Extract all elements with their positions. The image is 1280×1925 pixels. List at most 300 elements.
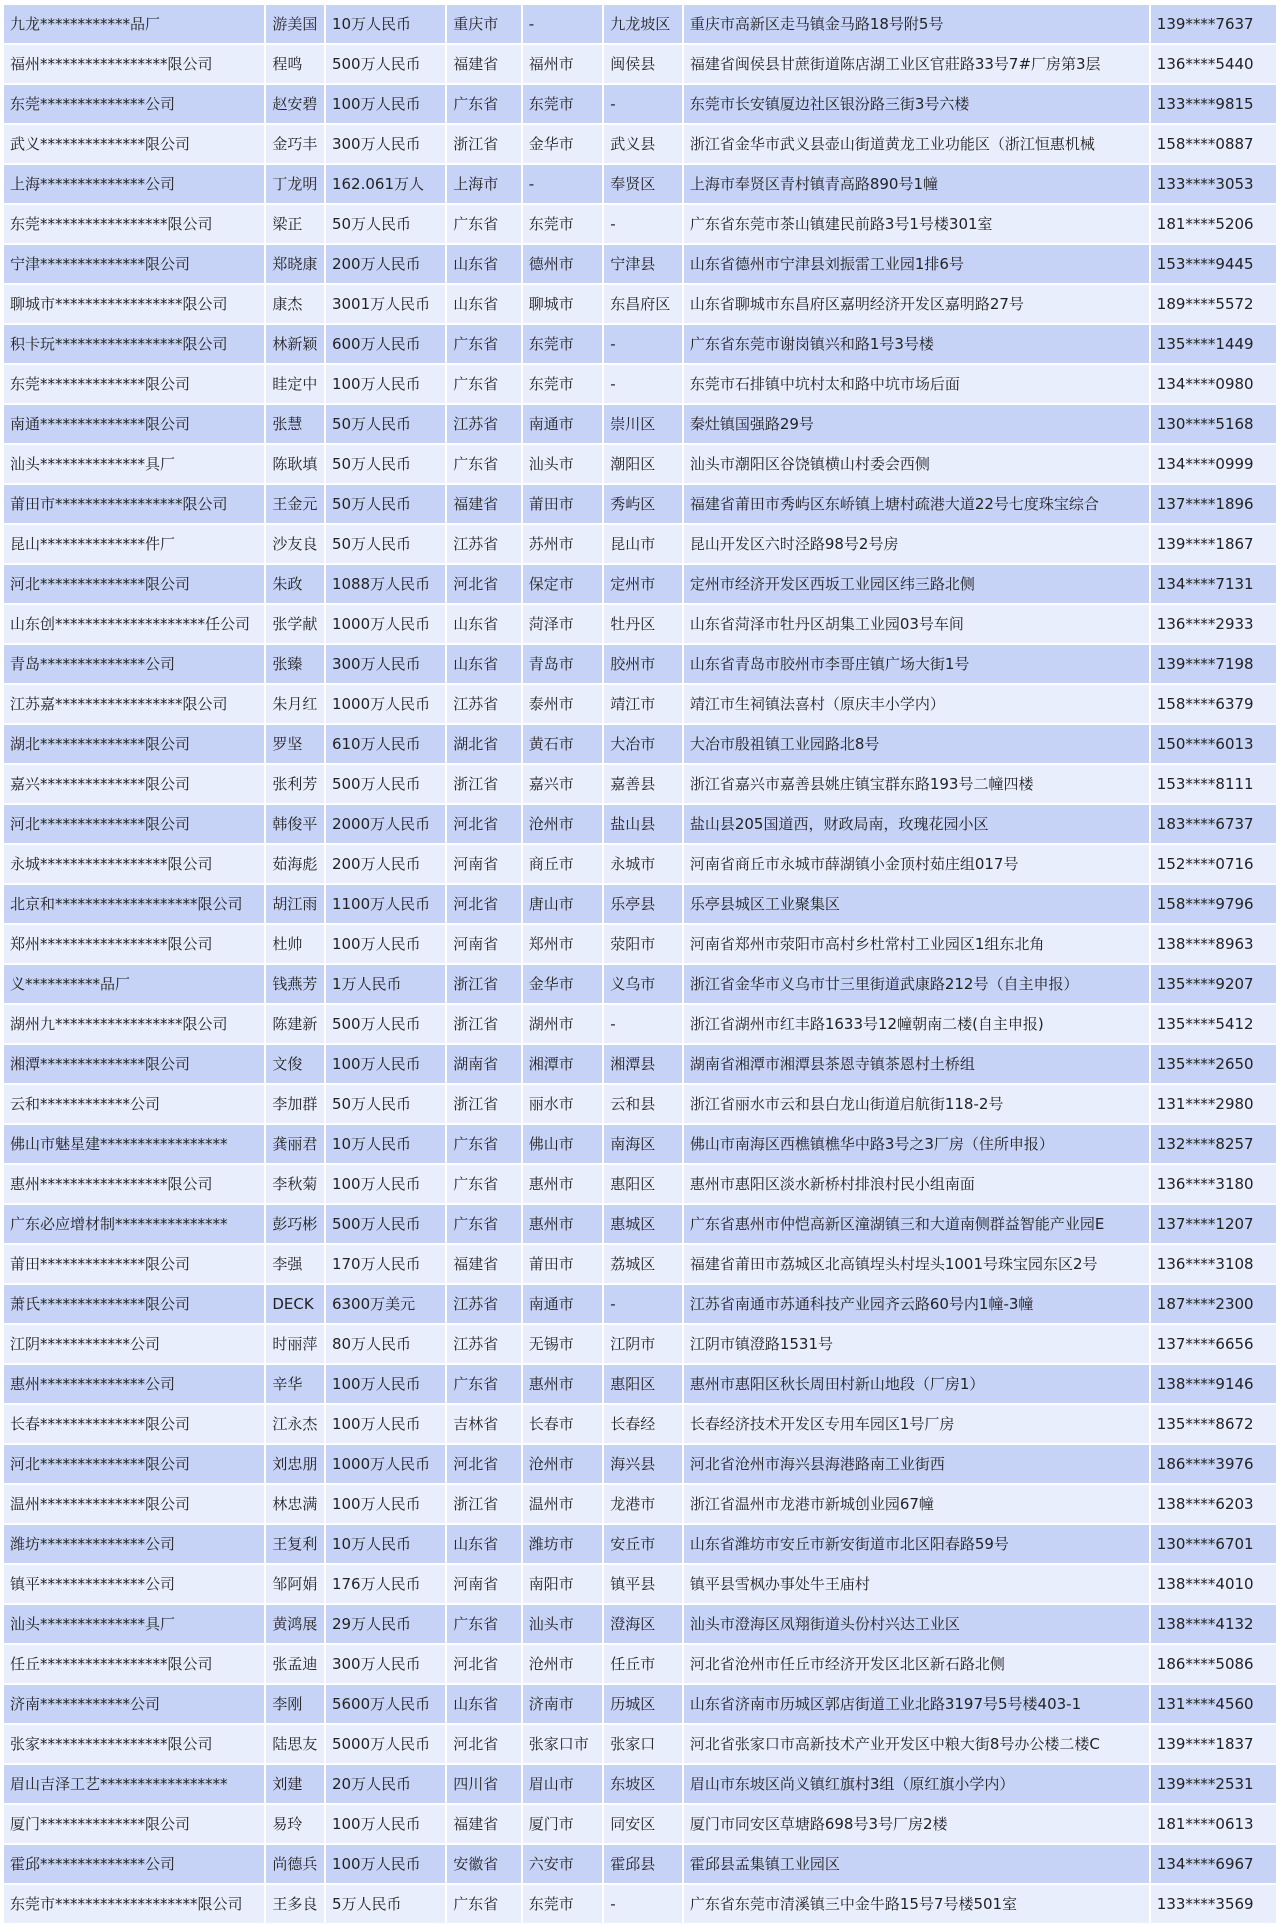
province-cell: 福建省 xyxy=(447,45,521,83)
province-cell: 广东省 xyxy=(447,205,521,243)
registered-capital-cell: 100万人民币 xyxy=(326,1485,445,1523)
registered-capital-cell: 1000万人民币 xyxy=(326,1445,445,1483)
district-cell: 奉贤区 xyxy=(604,165,682,203)
address-cell: 河北省沧州市海兴县海港路南工业街西 xyxy=(684,1445,1149,1483)
table-row xyxy=(4,645,1276,683)
district-cell: 惠城区 xyxy=(604,1205,682,1243)
city-cell: 济南市 xyxy=(523,1685,603,1723)
table-row xyxy=(4,605,1276,643)
address-cell: 浙江省温州市龙港市新城创业园67幢 xyxy=(684,1485,1149,1523)
company-name-cell: 潍坊**************公司 xyxy=(4,1525,264,1563)
registered-capital-cell: 100万人民币 xyxy=(326,1845,445,1883)
company-name-cell: 河北**************限公司 xyxy=(4,565,264,603)
phone-cell: 131****2980 xyxy=(1151,1085,1276,1123)
phone-cell: 138****6203 xyxy=(1151,1485,1276,1523)
company-name-cell: 任丘*****************限公司 xyxy=(4,1645,264,1683)
company-name-cell: 张家*****************限公司 xyxy=(4,1725,264,1763)
company-name-cell: 眉山吉泽工艺***************** xyxy=(4,1765,264,1803)
registered-capital-cell: 50万人民币 xyxy=(326,485,445,523)
legal-person-cell: DECK xyxy=(266,1285,324,1323)
phone-cell: 187****2300 xyxy=(1151,1285,1276,1323)
address-cell: 广东省东莞市茶山镇建民前路3号1号楼301室 xyxy=(684,205,1149,243)
phone-cell: 132****8257 xyxy=(1151,1125,1276,1163)
address-cell: 霍邱县孟集镇工业园区 xyxy=(684,1845,1149,1883)
phone-cell: 136****2933 xyxy=(1151,605,1276,643)
address-cell: 佛山市南海区西樵镇樵华中路3号之3厂房（住所申报） xyxy=(684,1125,1149,1163)
registered-capital-cell: 1100万人民币 xyxy=(326,885,445,923)
table-row xyxy=(4,85,1276,123)
company-name-cell: 嘉兴**************限公司 xyxy=(4,765,264,803)
district-cell: 义乌市 xyxy=(604,965,682,1003)
city-cell: 长春市 xyxy=(523,1405,603,1443)
legal-person-cell: 罗坚 xyxy=(266,725,324,763)
phone-cell: 181****0613 xyxy=(1151,1805,1276,1843)
province-cell: 山东省 xyxy=(447,1685,521,1723)
city-cell: 郑州市 xyxy=(523,925,603,963)
registered-capital-cell: 100万人民币 xyxy=(326,925,445,963)
province-cell: 湖北省 xyxy=(447,725,521,763)
legal-person-cell: 李秋菊 xyxy=(266,1165,324,1203)
registered-capital-cell: 610万人民币 xyxy=(326,725,445,763)
table-row xyxy=(4,1085,1276,1123)
district-cell: 张家口 xyxy=(604,1725,682,1763)
address-cell: 大冶市殷祖镇工业园路北8号 xyxy=(684,725,1149,763)
company-name-cell: 聊城市*****************限公司 xyxy=(4,285,264,323)
province-cell: 山东省 xyxy=(447,605,521,643)
address-cell: 江苏省南通市苏通科技产业园齐云路60号内1幢-3幢 xyxy=(684,1285,1149,1323)
city-cell: 厦门市 xyxy=(523,1805,603,1843)
table-row xyxy=(4,1685,1276,1723)
city-cell: 惠州市 xyxy=(523,1205,603,1243)
city-cell: 商丘市 xyxy=(523,845,603,883)
address-cell: 广东省东莞市清溪镇三中金牛路15号7号楼501室 xyxy=(684,1885,1149,1923)
city-cell: 东莞市 xyxy=(523,365,603,403)
table-row xyxy=(4,1165,1276,1203)
table-row xyxy=(4,1725,1276,1763)
province-cell: 广东省 xyxy=(447,1125,521,1163)
legal-person-cell: 王多良 xyxy=(266,1885,324,1923)
city-cell: 沧州市 xyxy=(523,1445,603,1483)
company-name-cell: 九龙************品厂 xyxy=(4,5,264,43)
province-cell: 浙江省 xyxy=(447,965,521,1003)
province-cell: 广东省 xyxy=(447,445,521,483)
province-cell: 福建省 xyxy=(447,485,521,523)
legal-person-cell: 杜帅 xyxy=(266,925,324,963)
district-cell: 嘉善县 xyxy=(604,765,682,803)
city-cell: 张家口市 xyxy=(523,1725,603,1763)
legal-person-cell: 彭巧彬 xyxy=(266,1205,324,1243)
legal-person-cell: 张利芳 xyxy=(266,765,324,803)
district-cell: 任丘市 xyxy=(604,1645,682,1683)
registered-capital-cell: 1000万人民币 xyxy=(326,685,445,723)
legal-person-cell: 刘建 xyxy=(266,1765,324,1803)
registered-capital-cell: 10万人民币 xyxy=(326,1525,445,1563)
district-cell: 龙港市 xyxy=(604,1485,682,1523)
phone-cell: 137****1207 xyxy=(1151,1205,1276,1243)
address-cell: 广东省惠州市仲恺高新区潼湖镇三和大道南侧群益智能产业园E xyxy=(684,1205,1149,1243)
company-name-cell: 汕头**************具厂 xyxy=(4,1605,264,1643)
city-cell: 德州市 xyxy=(523,245,603,283)
legal-person-cell: 易玲 xyxy=(266,1805,324,1843)
table-row xyxy=(4,1045,1276,1083)
registered-capital-cell: 50万人民币 xyxy=(326,1085,445,1123)
phone-cell: 158****6379 xyxy=(1151,685,1276,723)
company-name-cell: 厦门**************限公司 xyxy=(4,1805,264,1843)
registered-capital-cell: 1088万人民币 xyxy=(326,565,445,603)
district-cell: - xyxy=(604,85,682,123)
phone-cell: 130****5168 xyxy=(1151,405,1276,443)
company-name-cell: 长春**************限公司 xyxy=(4,1405,264,1443)
legal-person-cell: 赵安碧 xyxy=(266,85,324,123)
district-cell: - xyxy=(604,1885,682,1923)
registered-capital-cell: 200万人民币 xyxy=(326,245,445,283)
city-cell: 沧州市 xyxy=(523,805,603,843)
legal-person-cell: 邹阿娟 xyxy=(266,1565,324,1603)
city-cell: 嘉兴市 xyxy=(523,765,603,803)
phone-cell: 183****6737 xyxy=(1151,805,1276,843)
company-name-cell: 江阴************公司 xyxy=(4,1325,264,1363)
address-cell: 昆山开发区六时泾路98号2号房 xyxy=(684,525,1149,563)
legal-person-cell: 眭定中 xyxy=(266,365,324,403)
address-cell: 山东省德州市宁津县刘振雷工业园1排6号 xyxy=(684,245,1149,283)
company-name-cell: 湖州九*****************限公司 xyxy=(4,1005,264,1043)
address-cell: 山东省潍坊市安丘市新安街道市北区阳春路59号 xyxy=(684,1525,1149,1563)
city-cell: 青岛市 xyxy=(523,645,603,683)
province-cell: 河北省 xyxy=(447,805,521,843)
province-cell: 浙江省 xyxy=(447,765,521,803)
address-cell: 东莞市石排镇中坑村太和路中坑市场后面 xyxy=(684,365,1149,403)
registered-capital-cell: 2000万人民币 xyxy=(326,805,445,843)
province-cell: 浙江省 xyxy=(447,1085,521,1123)
district-cell: 历城区 xyxy=(604,1685,682,1723)
registered-capital-cell: 1000万人民币 xyxy=(326,605,445,643)
registered-capital-cell: 6300万美元 xyxy=(326,1285,445,1323)
address-cell: 浙江省金华市武义县壶山街道黄龙工业功能区（浙江恒惠机械 xyxy=(684,125,1149,163)
table-row xyxy=(4,1285,1276,1323)
registered-capital-cell: 162.061万人 xyxy=(326,165,445,203)
address-cell: 山东省济南市历城区郭店街道工业北路3197号5号楼403-1 xyxy=(684,1685,1149,1723)
registered-capital-cell: 176万人民币 xyxy=(326,1565,445,1603)
table-row xyxy=(4,1325,1276,1363)
company-name-cell: 宁津**************限公司 xyxy=(4,245,264,283)
address-cell: 定州市经济开发区西坂工业园区纬三路北侧 xyxy=(684,565,1149,603)
district-cell: 武义县 xyxy=(604,125,682,163)
district-cell: 长春经 xyxy=(604,1405,682,1443)
company-name-cell: 南通**************限公司 xyxy=(4,405,264,443)
registered-capital-cell: 1万人民币 xyxy=(326,965,445,1003)
phone-cell: 134****6967 xyxy=(1151,1845,1276,1883)
registered-capital-cell: 50万人民币 xyxy=(326,525,445,563)
table-row xyxy=(4,165,1276,203)
address-cell: 浙江省金华市义乌市廿三里街道武康路212号（自主申报） xyxy=(684,965,1149,1003)
district-cell: - xyxy=(604,1285,682,1323)
legal-person-cell: 郑晓康 xyxy=(266,245,324,283)
province-cell: 安徽省 xyxy=(447,1845,521,1883)
legal-person-cell: 丁龙明 xyxy=(266,165,324,203)
district-cell: 永城市 xyxy=(604,845,682,883)
city-cell: 惠州市 xyxy=(523,1165,603,1203)
company-name-cell: 青岛**************公司 xyxy=(4,645,264,683)
table-row xyxy=(4,325,1276,363)
province-cell: 福建省 xyxy=(447,1245,521,1283)
table-row xyxy=(4,1445,1276,1483)
phone-cell: 152****0716 xyxy=(1151,845,1276,883)
phone-cell: 138****4010 xyxy=(1151,1565,1276,1603)
district-cell: 荔城区 xyxy=(604,1245,682,1283)
registered-capital-cell: 5万人民币 xyxy=(326,1885,445,1923)
address-cell: 浙江省湖州市红丰路1633号12幢朝南二楼(自主申报) xyxy=(684,1005,1149,1043)
legal-person-cell: 黄鸿展 xyxy=(266,1605,324,1643)
city-cell: 南通市 xyxy=(523,1285,603,1323)
phone-cell: 130****6701 xyxy=(1151,1525,1276,1563)
phone-cell: 134****0999 xyxy=(1151,445,1276,483)
table-row xyxy=(4,205,1276,243)
registered-capital-cell: 500万人民币 xyxy=(326,1005,445,1043)
company-name-cell: 湖北**************限公司 xyxy=(4,725,264,763)
province-cell: 江苏省 xyxy=(447,1325,521,1363)
province-cell: 重庆市 xyxy=(447,5,521,43)
phone-cell: 135****1449 xyxy=(1151,325,1276,363)
district-cell: 定州市 xyxy=(604,565,682,603)
registered-capital-cell: 80万人民币 xyxy=(326,1325,445,1363)
legal-person-cell: 龚丽君 xyxy=(266,1125,324,1163)
city-cell: 六安市 xyxy=(523,1845,603,1883)
province-cell: 广东省 xyxy=(447,365,521,403)
city-cell: 汕头市 xyxy=(523,445,603,483)
province-cell: 湖南省 xyxy=(447,1045,521,1083)
address-cell: 湖南省湘潭市湘潭县茶恩寺镇茶恩村土桥组 xyxy=(684,1045,1149,1083)
table-row xyxy=(4,1485,1276,1523)
legal-person-cell: 朱政 xyxy=(266,565,324,603)
company-name-cell: 义**********品厂 xyxy=(4,965,264,1003)
table-row xyxy=(4,1405,1276,1443)
district-cell: 九龙坡区 xyxy=(604,5,682,43)
table-row xyxy=(4,685,1276,723)
company-name-cell: 上海**************公司 xyxy=(4,165,264,203)
address-cell: 镇平县雪枫办事处牛王庙村 xyxy=(684,1565,1149,1603)
province-cell: 河南省 xyxy=(447,845,521,883)
phone-cell: 137****6656 xyxy=(1151,1325,1276,1363)
company-name-cell: 温州**************限公司 xyxy=(4,1485,264,1523)
legal-person-cell: 梁正 xyxy=(266,205,324,243)
registered-capital-cell: 300万人民币 xyxy=(326,1645,445,1683)
district-cell: 靖江市 xyxy=(604,685,682,723)
district-cell: 南海区 xyxy=(604,1125,682,1163)
city-cell: 惠州市 xyxy=(523,1365,603,1403)
phone-cell: 137****1896 xyxy=(1151,485,1276,523)
phone-cell: 189****5572 xyxy=(1151,285,1276,323)
legal-person-cell: 林忠满 xyxy=(266,1485,324,1523)
company-name-cell: 霍邱**************公司 xyxy=(4,1845,264,1883)
legal-person-cell: 张学献 xyxy=(266,605,324,643)
province-cell: 江苏省 xyxy=(447,685,521,723)
city-cell: 湖州市 xyxy=(523,1005,603,1043)
district-cell: 东坡区 xyxy=(604,1765,682,1803)
legal-person-cell: 文俊 xyxy=(266,1045,324,1083)
registered-capital-cell: 100万人民币 xyxy=(326,1165,445,1203)
district-cell: - xyxy=(604,205,682,243)
address-cell: 盐山县205国道西，财政局南，玫瑰花园小区 xyxy=(684,805,1149,843)
legal-person-cell: 李强 xyxy=(266,1245,324,1283)
table-row xyxy=(4,1885,1276,1923)
registered-capital-cell: 500万人民币 xyxy=(326,1205,445,1243)
company-name-cell: 郑州*****************限公司 xyxy=(4,925,264,963)
phone-cell: 131****4560 xyxy=(1151,1685,1276,1723)
company-name-cell: 湘潭**************限公司 xyxy=(4,1045,264,1083)
address-cell: 厦门市同安区草塘路698号3号厂房2楼 xyxy=(684,1805,1149,1843)
city-cell: 福州市 xyxy=(523,45,603,83)
registered-capital-cell: 50万人民币 xyxy=(326,445,445,483)
company-name-cell: 惠州**************公司 xyxy=(4,1365,264,1403)
company-name-cell: 东莞**************公司 xyxy=(4,85,264,123)
city-cell: 温州市 xyxy=(523,1485,603,1523)
phone-cell: 158****9796 xyxy=(1151,885,1276,923)
city-cell: 南通市 xyxy=(523,405,603,443)
table-row xyxy=(4,965,1276,1003)
legal-person-cell: 胡江雨 xyxy=(266,885,324,923)
table-row xyxy=(4,1245,1276,1283)
province-cell: 浙江省 xyxy=(447,125,521,163)
province-cell: 浙江省 xyxy=(447,1485,521,1523)
legal-person-cell: 陆思友 xyxy=(266,1725,324,1763)
address-cell: 乐亭县城区工业聚集区 xyxy=(684,885,1149,923)
legal-person-cell: 王金元 xyxy=(266,485,324,523)
legal-person-cell: 游美国 xyxy=(266,5,324,43)
company-name-cell: 武义**************限公司 xyxy=(4,125,264,163)
address-cell: 河北省张家口市高新技术产业开发区中粮大街8号办公楼二楼C xyxy=(684,1725,1149,1763)
city-cell: 南阳市 xyxy=(523,1565,603,1603)
legal-person-cell: 尚德兵 xyxy=(266,1845,324,1883)
registered-capital-cell: 5000万人民币 xyxy=(326,1725,445,1763)
city-cell: 唐山市 xyxy=(523,885,603,923)
province-cell: 上海市 xyxy=(447,165,521,203)
province-cell: 山东省 xyxy=(447,245,521,283)
registered-capital-cell: 29万人民币 xyxy=(326,1605,445,1643)
city-cell: 丽水市 xyxy=(523,1085,603,1123)
phone-cell: 139****1867 xyxy=(1151,525,1276,563)
registered-capital-cell: 100万人民币 xyxy=(326,1405,445,1443)
province-cell: 广东省 xyxy=(447,1165,521,1203)
district-cell: 镇平县 xyxy=(604,1565,682,1603)
table-row xyxy=(4,525,1276,563)
company-name-cell: 河北**************限公司 xyxy=(4,1445,264,1483)
district-cell: 牡丹区 xyxy=(604,605,682,643)
city-cell: 无锡市 xyxy=(523,1325,603,1363)
city-cell: 潍坊市 xyxy=(523,1525,603,1563)
phone-cell: 135****8672 xyxy=(1151,1405,1276,1443)
phone-cell: 139****2531 xyxy=(1151,1765,1276,1803)
table-row xyxy=(4,845,1276,883)
registered-capital-cell: 600万人民币 xyxy=(326,325,445,363)
city-cell: 苏州市 xyxy=(523,525,603,563)
phone-cell: 136****3108 xyxy=(1151,1245,1276,1283)
district-cell: 乐亭县 xyxy=(604,885,682,923)
legal-person-cell: 茹海彪 xyxy=(266,845,324,883)
legal-person-cell: 陈建新 xyxy=(266,1005,324,1043)
district-cell: 宁津县 xyxy=(604,245,682,283)
company-name-cell: 汕头**************具厂 xyxy=(4,445,264,483)
district-cell: 盐山县 xyxy=(604,805,682,843)
city-cell: 汕头市 xyxy=(523,1605,603,1643)
table-row xyxy=(4,1845,1276,1883)
legal-person-cell: 刘忠朋 xyxy=(266,1445,324,1483)
address-cell: 河南省郑州市荥阳市高村乡杜常村工业园区1组东北角 xyxy=(684,925,1149,963)
district-cell: 云和县 xyxy=(604,1085,682,1123)
registered-capital-cell: 10万人民币 xyxy=(326,1125,445,1163)
company-name-cell: 萧氏**************限公司 xyxy=(4,1285,264,1323)
company-name-cell: 佛山市魅星建***************** xyxy=(4,1125,264,1163)
company-name-cell: 莆田**************限公司 xyxy=(4,1245,264,1283)
table-row xyxy=(4,125,1276,163)
registered-capital-cell: 5600万人民币 xyxy=(326,1685,445,1723)
phone-cell: 135****5412 xyxy=(1151,1005,1276,1043)
company-name-cell: 镇平**************公司 xyxy=(4,1565,264,1603)
district-cell: 湘潭县 xyxy=(604,1045,682,1083)
legal-person-cell: 李加群 xyxy=(266,1085,324,1123)
table-row xyxy=(4,1765,1276,1803)
district-cell: 江阴市 xyxy=(604,1325,682,1363)
legal-person-cell: 李刚 xyxy=(266,1685,324,1723)
province-cell: 广东省 xyxy=(447,85,521,123)
table-row xyxy=(4,1565,1276,1603)
company-name-cell: 济南************公司 xyxy=(4,1685,264,1723)
address-cell: 惠州市惠阳区秋长周田村新山地段（厂房1） xyxy=(684,1365,1149,1403)
district-cell: 大冶市 xyxy=(604,725,682,763)
legal-person-cell: 韩俊平 xyxy=(266,805,324,843)
phone-cell: 186****3976 xyxy=(1151,1445,1276,1483)
district-cell: 昆山市 xyxy=(604,525,682,563)
address-cell: 山东省聊城市东昌府区嘉明经济开发区嘉明路27号 xyxy=(684,285,1149,323)
address-cell: 东莞市长安镇厦边社区银汾路三街3号六楼 xyxy=(684,85,1149,123)
phone-cell: 135****2650 xyxy=(1151,1045,1276,1083)
district-cell: 惠阳区 xyxy=(604,1365,682,1403)
province-cell: 江苏省 xyxy=(447,1285,521,1323)
table-row xyxy=(4,725,1276,763)
legal-person-cell: 江永杰 xyxy=(266,1405,324,1443)
district-cell: - xyxy=(604,1005,682,1043)
table-row xyxy=(4,1645,1276,1683)
province-cell: 河北省 xyxy=(447,885,521,923)
legal-person-cell: 王复利 xyxy=(266,1525,324,1563)
phone-cell: 135****9207 xyxy=(1151,965,1276,1003)
province-cell: 吉林省 xyxy=(447,1405,521,1443)
city-cell: 莆田市 xyxy=(523,485,603,523)
phone-cell: 181****5206 xyxy=(1151,205,1276,243)
province-cell: 河南省 xyxy=(447,925,521,963)
district-cell: 崇川区 xyxy=(604,405,682,443)
province-cell: 广东省 xyxy=(447,1605,521,1643)
table-row xyxy=(4,925,1276,963)
table-row xyxy=(4,1605,1276,1643)
company-name-cell: 东莞市*******************限公司 xyxy=(4,1885,264,1923)
registered-capital-cell: 100万人民币 xyxy=(326,1045,445,1083)
city-cell: 佛山市 xyxy=(523,1125,603,1163)
registered-capital-cell: 50万人民币 xyxy=(326,405,445,443)
city-cell: 眉山市 xyxy=(523,1765,603,1803)
address-cell: 河北省沧州市任丘市经济开发区北区新石路北侧 xyxy=(684,1645,1149,1683)
company-name-cell: 东莞*****************限公司 xyxy=(4,205,264,243)
table-row xyxy=(4,765,1276,803)
legal-person-cell: 时丽萍 xyxy=(266,1325,324,1363)
phone-cell: 150****6013 xyxy=(1151,725,1276,763)
table-row xyxy=(4,5,1276,43)
phone-cell: 133****3569 xyxy=(1151,1885,1276,1923)
province-cell: 河北省 xyxy=(447,1445,521,1483)
district-cell: 霍邱县 xyxy=(604,1845,682,1883)
city-cell: 金华市 xyxy=(523,125,603,163)
address-cell: 山东省青岛市胶州市李哥庄镇广场大街1号 xyxy=(684,645,1149,683)
city-cell: 莆田市 xyxy=(523,1245,603,1283)
